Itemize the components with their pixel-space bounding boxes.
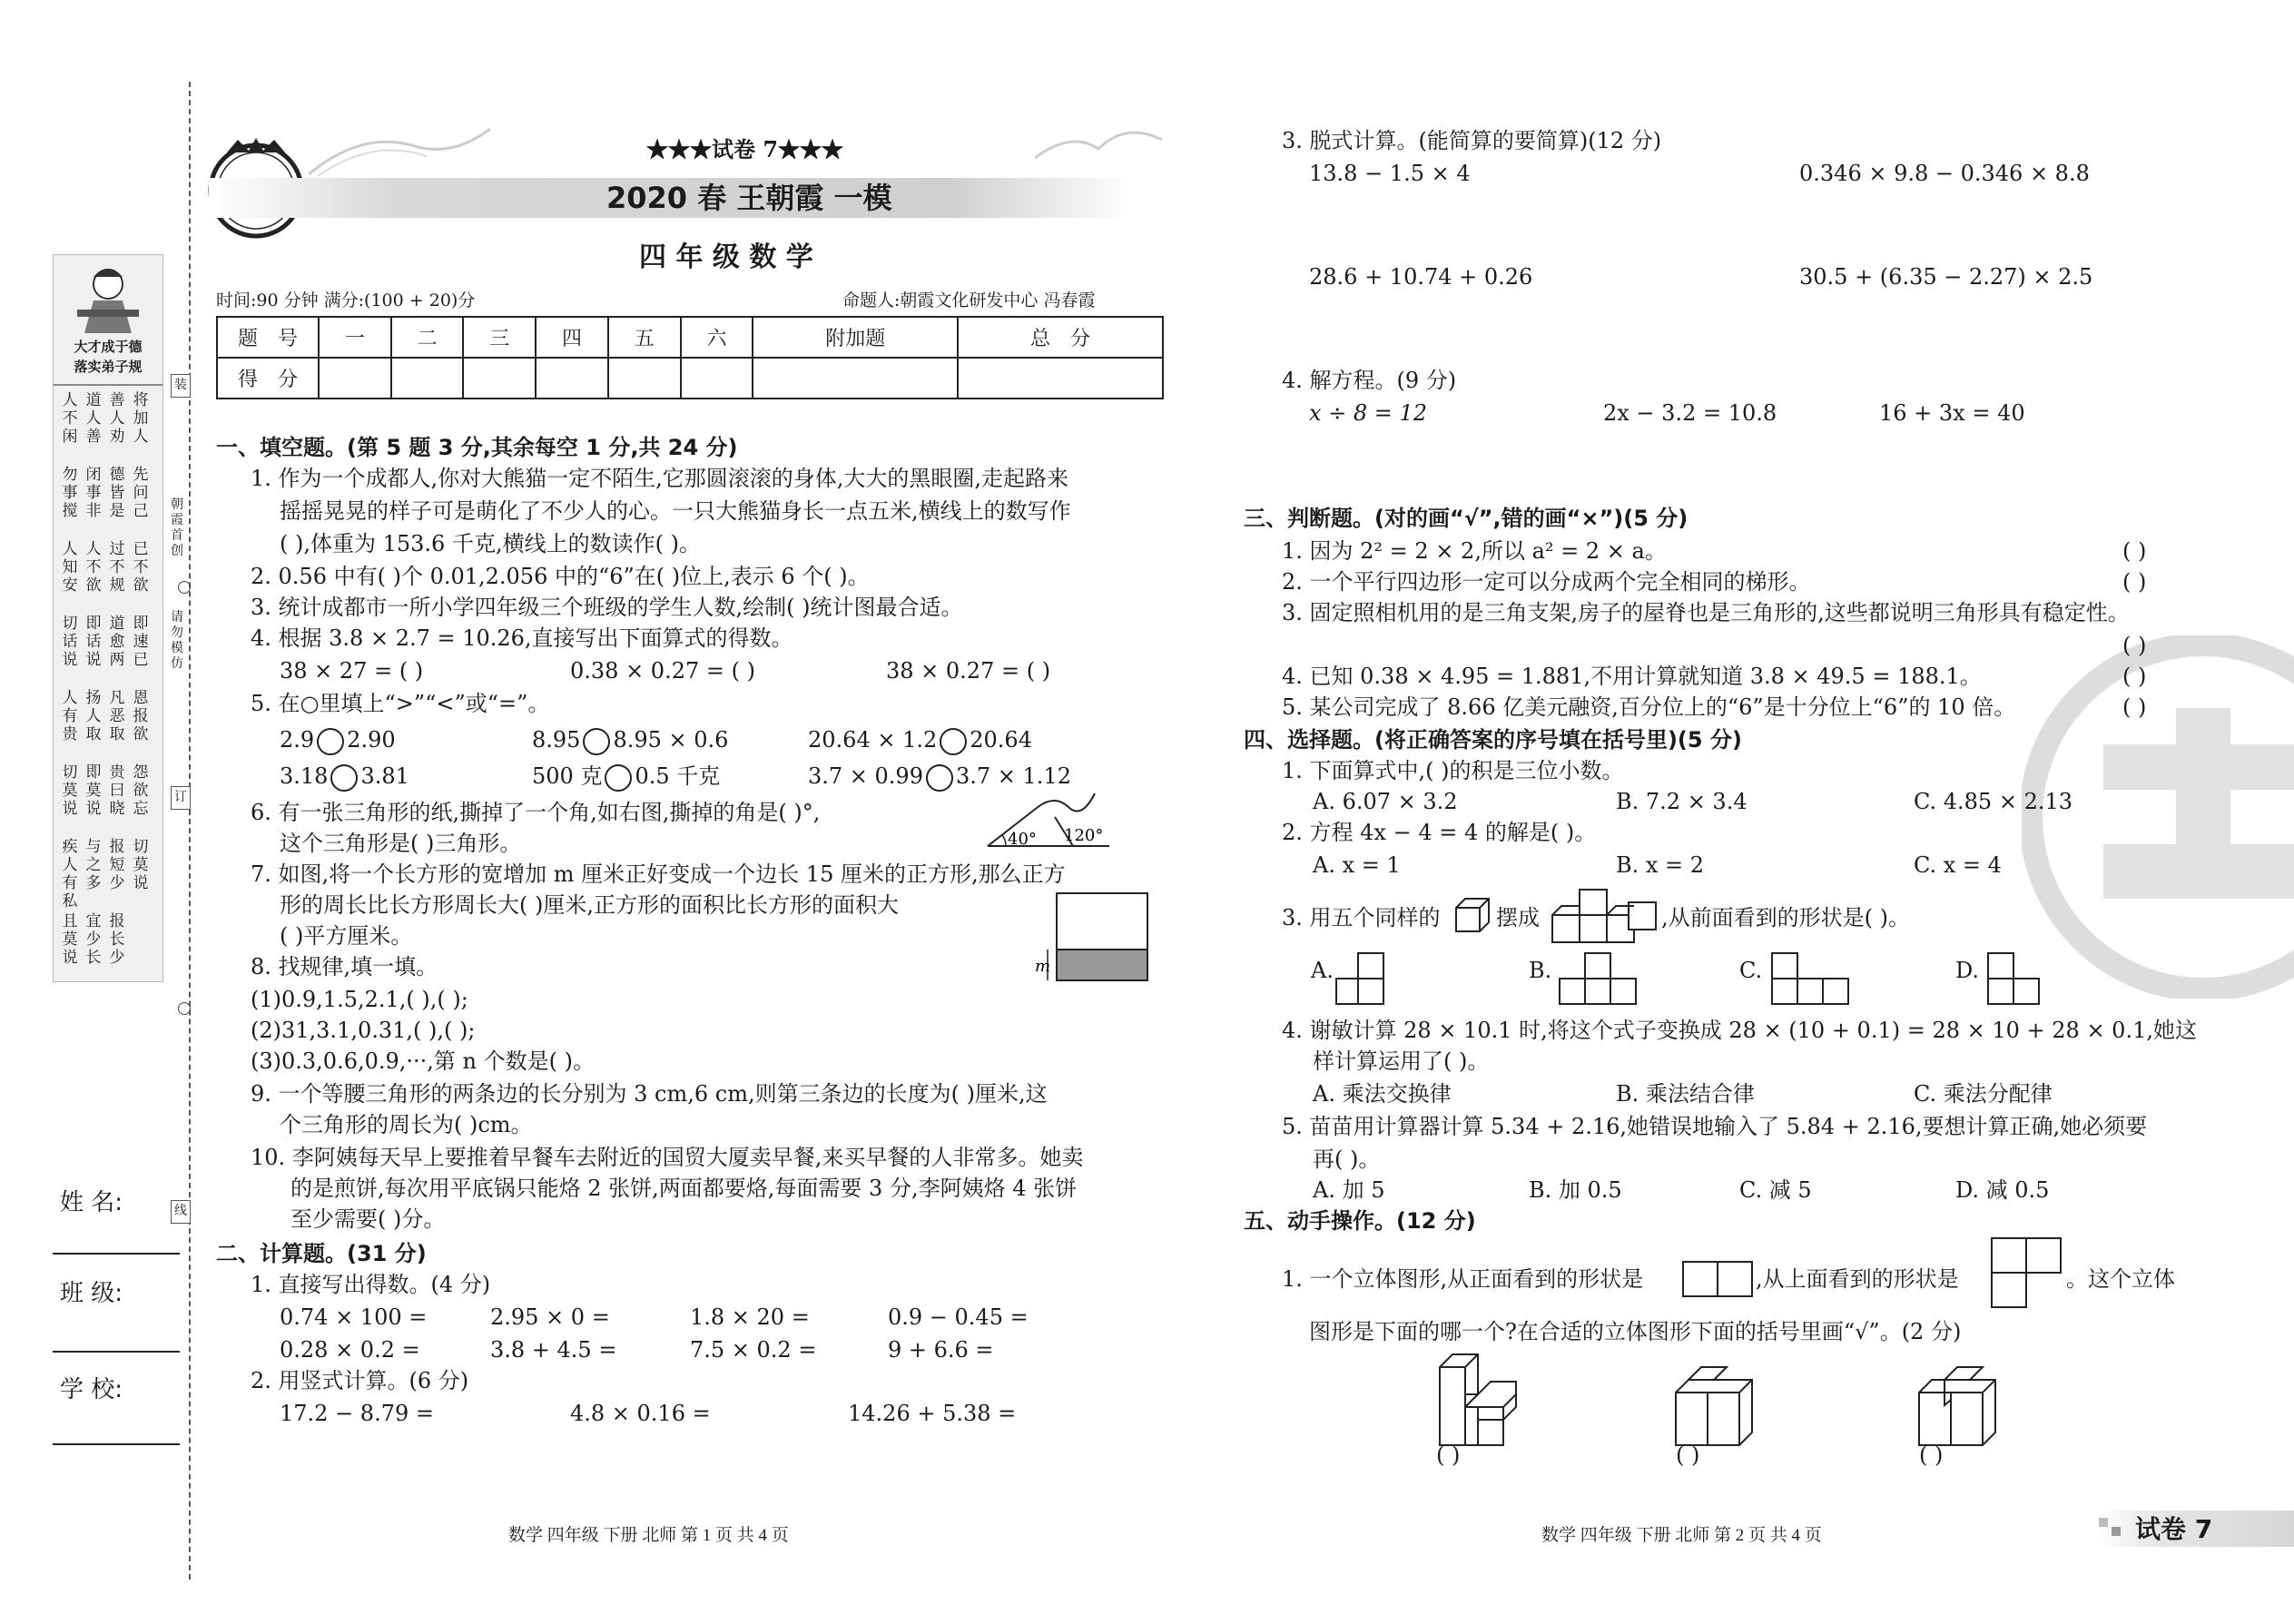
view-option-c	[1770, 951, 1870, 1009]
score-cell[interactable]	[753, 358, 958, 399]
choice-5-line-a: 5. 苗苗用计算器计算 5.34 + 2.16,她错误地输入了 5.84 + 2.16,要想计算正确,她必须要	[1282, 1114, 2148, 1139]
calc-3-item[interactable]: 13.8 − 1.5 × 4	[1309, 161, 1471, 186]
verse-column: 扬人取	[85, 689, 102, 743]
verse-column: 已不欲	[133, 540, 149, 595]
seal-char-1: 装	[171, 374, 191, 398]
score-cell[interactable]	[536, 358, 608, 399]
five-cube-arrangement	[1547, 884, 1665, 948]
solid-figure-3	[1915, 1365, 2006, 1447]
view-option-b	[1558, 951, 1658, 1009]
score-cell[interactable]	[608, 358, 681, 399]
table-cell: 题 号	[217, 317, 319, 358]
verse-column: 与之多	[85, 838, 102, 892]
score-table	[216, 316, 1164, 399]
judge-1-paren[interactable]: ( )	[2122, 538, 2147, 564]
q7-line-c[interactable]: ( )平方厘米。	[280, 923, 413, 949]
right-footer: 数学 四年级 下册 北师 第 2 页 共 4 页	[1541, 1526, 1822, 1545]
verse-column: 且莫说	[62, 912, 78, 967]
hands-on-1-d: 图形是下面的哪一个?在合适的立体图形下面的括号里画“√”。(2 分)	[1309, 1319, 1962, 1344]
subject-title: 四 年 级 数 学	[639, 241, 813, 273]
q5-item-3[interactable]: 20.64 × 1.2 20.64	[808, 726, 1032, 755]
choice-5-option[interactable]: A. 加 5	[1313, 1177, 1385, 1203]
equation-item[interactable]: x ÷ 8 = 12	[1309, 400, 1428, 426]
calc-2-title: 2. 用竖式计算。(6 分)	[251, 1368, 469, 1393]
school-line[interactable]	[53, 1443, 180, 1445]
score-cell[interactable]	[319, 358, 391, 399]
table-cell: 四	[536, 317, 608, 358]
angle-120-label: 120°	[1064, 826, 1104, 845]
calc-1-item[interactable]: 0.9 − 0.45 =	[888, 1304, 1029, 1330]
choice-5-option[interactable]: D. 减 0.5	[1955, 1177, 2050, 1203]
front-view-shape	[1681, 1258, 1757, 1300]
verse-column: 道愈两	[109, 615, 125, 669]
section-4-title: 四、选择题。(将正确答案的序号填在括号里)(5 分)	[1244, 727, 1742, 753]
equation-item[interactable]: 2x − 3.2 = 10.8	[1603, 400, 1777, 426]
q5-item-2[interactable]: 8.95 8.95 × 0.6	[532, 726, 728, 755]
verse-column: 即莫说	[85, 763, 102, 818]
q10-line-c[interactable]: 至少需要( )分。	[290, 1206, 446, 1232]
q8-1[interactable]: (1)0.9,1.5,2.1,( ),( );	[251, 987, 468, 1012]
solid-figure-3-paren[interactable]: ( )	[1919, 1442, 1944, 1468]
q5-item-5[interactable]: 500 克 0.5 千克	[532, 763, 720, 792]
q5-item-4[interactable]: 3.18 3.81	[280, 763, 409, 792]
verse-column: 恩报欲	[133, 689, 149, 743]
table-cell: 二	[391, 317, 464, 358]
judge-2-paren[interactable]: ( )	[2122, 569, 2147, 595]
compare-circle[interactable]	[926, 764, 953, 792]
score-cell[interactable]	[681, 358, 753, 399]
verse-column: 人不欲	[85, 540, 102, 595]
judge-5-paren[interactable]: ( )	[2122, 694, 2147, 720]
table-cell: 附加题	[753, 317, 958, 358]
calc-1-item[interactable]: 2.95 × 0 =	[490, 1304, 610, 1330]
table-cell: 一	[319, 317, 391, 358]
top-view-shape	[1990, 1236, 2066, 1313]
q8: 8. 找规律,填一填。	[251, 954, 438, 979]
left-footer: 数学 四年级 下册 北师 第 1 页 共 4 页	[508, 1526, 789, 1545]
judge-2: 2. 一个平行四边形一定可以分成两个完全相同的梯形。	[1282, 569, 1811, 595]
choice-4-line-a: 4. 谢敏计算 28 × 10.1 时,将这个式子变换成 28 × (10 + 0.1) = 28 × 10 + 28 × 0.1,她这	[1282, 1018, 2197, 1043]
verse-column: 怨欲忘	[133, 763, 149, 818]
q5: 5. 在○里填上“>”“<”或“=”。	[251, 691, 550, 716]
choice-3-c[interactable]: ,从前面看到的形状是( )。	[1661, 905, 1910, 930]
choice-3-option-a[interactable]: A.	[1311, 958, 1334, 983]
verse-column: 人不闲	[62, 391, 78, 446]
choice-4-option[interactable]: B. 乘法结合律	[1616, 1081, 1755, 1107]
angle-40-label: 40°	[1008, 830, 1037, 849]
q9-line-a[interactable]: 9. 一个等腰三角形的两条边的长分别为 3 cm,6 cm,则第三条边的长度为( )厘米,这	[251, 1081, 1048, 1107]
verse-column: 闭事非	[85, 466, 102, 520]
choice-1-option[interactable]: A. 6.07 × 3.2	[1313, 789, 1458, 814]
table-cell: 五	[608, 317, 681, 358]
q5-item-6[interactable]: 3.7 × 0.99 3.7 × 1.12	[808, 763, 1071, 792]
seal-char-2: 订	[171, 786, 191, 810]
verse-column: 贵曰晓	[109, 763, 125, 818]
q10-line-a: 10. 李阿姨每天早上要推着早餐车去附近的国贸大厦卖早餐,来买早餐的人非常多。她卖	[251, 1145, 1084, 1170]
q4-a[interactable]: 38 × 27 = ( )	[280, 658, 424, 684]
compare-circle[interactable]	[330, 764, 358, 792]
compare-circle[interactable]	[583, 728, 610, 755]
choice-3-b: 摆成	[1496, 905, 1540, 930]
q9-line-b[interactable]: 个三角形的周长为( )cm。	[280, 1112, 533, 1137]
choice-5-option[interactable]: C. 减 5	[1739, 1177, 1812, 1203]
calc-1-item[interactable]: 7.5 × 0.2 =	[690, 1337, 817, 1363]
q5-item-1[interactable]: 2.9 2.90	[280, 726, 396, 755]
solid-figure-1	[1436, 1349, 1527, 1449]
rectangle-square-figure	[1035, 890, 1153, 986]
q4: 4. 根据 3.8 × 2.7 = 10.26,直接写出下面算式的得数。	[251, 625, 793, 651]
verse-column: 即话说	[85, 615, 102, 669]
q4-c[interactable]: 38 × 0.27 = ( )	[886, 658, 1051, 684]
q1-line-c[interactable]: ( ),体重为 153.6 千克,横线上的数读作( )。	[280, 531, 701, 556]
calc-2-item[interactable]: 4.8 × 0.16 =	[570, 1401, 711, 1426]
choice-5-option[interactable]: B. 加 0.5	[1529, 1177, 1622, 1203]
hands-on-1-a: 1. 一个立体图形,从正面看到的形状是	[1282, 1266, 1644, 1292]
scholar-illustration	[54, 255, 162, 337]
view-option-a	[1334, 951, 1407, 1009]
q1-line-b: 摇摇晃晃的样子可是萌化了不少人的心。一只大熊猫身长一点五米,横线上的数写作	[280, 498, 1071, 524]
calc-3-item[interactable]: 30.5 + (6.35 − 2.27) × 2.5	[1799, 264, 2093, 290]
calc-1-item[interactable]: 1.8 × 20 =	[690, 1304, 810, 1330]
verse-column: 过不规	[109, 540, 125, 595]
q6-line-a[interactable]: 6. 有一张三角形的纸,撕掉了一个角,如右图,撕掉的角是( )°,	[251, 800, 821, 825]
judge-1: 1. 因为 2² = 2 × 2,所以 a² = 2 × a。	[1282, 538, 1667, 564]
calc-2-item[interactable]: 17.2 − 8.79 =	[280, 1401, 434, 1426]
calc-1-item[interactable]: 3.8 + 4.5 =	[490, 1337, 617, 1363]
q7-line-a: 7. 如图,将一个长方形的宽增加 m 厘米正好变成一个边长 15 厘米的正方形,那么正方	[251, 861, 1066, 887]
main-title: 2020 春 王朝霞 一模	[606, 181, 892, 215]
score-table-score-row	[217, 358, 1163, 399]
judge-3-paren[interactable]: ( )	[2122, 633, 2147, 658]
motto-line-2: 落实弟子规	[74, 359, 143, 375]
vertical-note-1: 朝霞首创	[171, 497, 183, 558]
verse-column: 德皆是	[109, 466, 125, 520]
binding-hole	[178, 581, 191, 594]
corner-dot	[2099, 1518, 2108, 1527]
verse-column: 报长少	[109, 912, 125, 967]
table-cell: 得 分	[217, 358, 319, 399]
q4-b[interactable]: 0.38 × 0.27 = ( )	[570, 658, 755, 684]
section-1-title: 一、填空题。(第 5 题 3 分,其余每空 1 分,共 24 分)	[216, 435, 738, 460]
solid-figure-2-paren[interactable]: ( )	[1676, 1442, 1700, 1468]
score-cell[interactable]	[958, 358, 1163, 399]
q1-line-a: 1. 作为一个成都人,你对大熊猫一定不陌生,它那圆滚滚的身体,大大的黑眼圈,走起路来	[251, 466, 1069, 491]
choice-1[interactable]: 1. 下面算式中,( )的积是三位小数。	[1282, 758, 1624, 783]
choice-2-option[interactable]: B. x = 2	[1616, 852, 1705, 878]
solid-figure-1-paren[interactable]: ( )	[1436, 1442, 1461, 1468]
choice-2-option[interactable]: C. x = 4	[1914, 852, 2002, 878]
ribbon-decoration	[309, 120, 490, 183]
q8-3[interactable]: (3)0.3,0.6,0.9,···,第 n 个数是( )。	[251, 1048, 595, 1074]
choice-3-option-c[interactable]: C.	[1739, 958, 1763, 983]
choice-1-option[interactable]: B. 7.2 × 3.4	[1616, 789, 1748, 814]
verse-column: 先问己	[133, 466, 149, 520]
q8-2[interactable]: (2)31,3.1,0.31,( ),( );	[251, 1018, 476, 1043]
hands-on-1-c: 。这个立体	[2066, 1266, 2175, 1292]
section-3-title: 三、判断题。(对的画“√”,错的画“×”)(5 分)	[1244, 506, 1689, 531]
q6-line-b[interactable]: 这个三角形是( )三角形。	[280, 831, 522, 856]
judge-5: 5. 某公司完成了 8.66 亿美元融资,百分位上的“6”是十分位上“6”的 10 倍。	[1282, 694, 2016, 720]
compare-circle[interactable]	[940, 728, 967, 755]
choice-5-line-b[interactable]: 再( )。	[1313, 1147, 1381, 1172]
calc-3-item[interactable]: 28.6 + 10.74 + 0.26	[1309, 264, 1533, 290]
calc-3-title: 3. 脱式计算。(能简算的要简算)(12 分)	[1282, 128, 1662, 153]
class-label: 班 级:	[60, 1280, 123, 1307]
verse-column: 勿事搅	[62, 466, 78, 520]
verse-column: 报短少	[109, 838, 125, 892]
calc-1-item[interactable]: 0.74 × 100 =	[280, 1304, 428, 1330]
verse-column: 人有贵	[62, 689, 78, 743]
choice-3-option-d[interactable]: D.	[1955, 958, 1980, 983]
verse-grid	[61, 391, 157, 972]
choice-4-option[interactable]: A. 乘法交换律	[1313, 1081, 1452, 1107]
section-2-title: 二、计算题。(31 分)	[216, 1241, 427, 1266]
judge-4: 4. 已知 0.38 × 4.95 = 1.881,不用计算就知道 3.8 × 49.5 = 188.1。	[1282, 664, 1982, 689]
verse-column: 人知安	[62, 540, 78, 595]
choice-3-a: 3. 用五个同样的	[1282, 905, 1441, 930]
torn-triangle-figure	[982, 788, 1118, 851]
judge-3: 3. 固定照相机用的是三角支架,房子的屋脊也是三角形的,这些都说明三角形具有稳定性。	[1282, 600, 2130, 625]
m-label: m	[1035, 957, 1051, 976]
score-table-header-row	[217, 317, 1163, 358]
motto-line-1: 大才成于德	[74, 339, 143, 355]
single-cube-icon	[1454, 897, 1491, 933]
section-5-title: 五、动手操作。(12 分)	[1244, 1208, 1476, 1234]
q3[interactable]: 3. 统计成都市一所小学四年级三个班级的学生人数,绘制( )统计图最合适。	[251, 595, 963, 620]
class-line[interactable]	[53, 1351, 180, 1353]
compare-circle[interactable]	[605, 764, 632, 792]
author-info: 命题人:朝霞文化研发中心 冯春霞	[842, 290, 1096, 310]
binding-dashed-line	[189, 82, 191, 1580]
calc-4-title: 4. 解方程。(9 分)	[1282, 368, 1457, 393]
verse-column: 疾人有私	[62, 838, 78, 910]
choice-1-option[interactable]: C. 4.85 × 2.13	[1914, 789, 2073, 814]
verse-column: 宜少长	[85, 912, 102, 967]
solid-figure-2	[1672, 1365, 1763, 1447]
binding-hole	[178, 1002, 191, 1015]
choice-2[interactable]: 2. 方程 4x − 4 = 4 的解是( )。	[1282, 820, 1597, 845]
q10-line-b: 的是煎饼,每次用平底锅只能烙 2 张饼,两面都要烙,每面需要 3 分,李阿姨烙 4 张饼	[290, 1176, 1078, 1201]
table-cell: 三	[463, 317, 536, 358]
compare-circle[interactable]	[317, 728, 344, 755]
series-label: ★★★试卷 7★★★	[646, 136, 844, 162]
choice-2-option[interactable]: A. x = 1	[1313, 852, 1401, 878]
name-line[interactable]	[53, 1253, 180, 1255]
verse-column: 切莫说	[133, 838, 149, 892]
name-label: 姓 名:	[60, 1189, 123, 1216]
verse-column: 切话说	[62, 615, 78, 669]
table-cell: 总 分	[958, 317, 1163, 358]
seal-char-3: 线	[171, 1200, 191, 1224]
motto-panel	[53, 254, 163, 982]
calc-1-title: 1. 直接写出得数。(4 分)	[251, 1272, 491, 1297]
calc-2-item[interactable]: 14.26 + 5.38 =	[848, 1401, 1017, 1426]
corner-label: 试卷 7	[2135, 1514, 2213, 1544]
view-option-d	[1986, 951, 2059, 1009]
q2[interactable]: 2. 0.56 中有( )个 0.01,2.056 中的“6”在( )位上,表示 6 个( )。	[251, 564, 870, 589]
choice-3-option-b[interactable]: B.	[1529, 958, 1552, 983]
corner-dot	[2112, 1527, 2121, 1536]
confidential-watermark	[2022, 635, 2294, 999]
vertical-note-2: 请勿模仿	[171, 610, 183, 671]
judge-4-paren[interactable]: ( )	[2122, 664, 2147, 689]
time-info: 时间:90 分钟 满分:(100 + 20)分	[216, 290, 476, 310]
calc-1-item[interactable]: 0.28 × 0.2 =	[280, 1337, 420, 1363]
school-label: 学 校:	[60, 1376, 123, 1403]
choice-4-line-b[interactable]: 样计算运用了( )。	[1313, 1048, 1490, 1074]
verse-column: 即速已	[133, 615, 149, 669]
table-cell: 六	[681, 317, 753, 358]
score-cell[interactable]	[391, 358, 464, 399]
choice-4-option[interactable]: C. 乘法分配律	[1914, 1081, 2053, 1107]
equation-item[interactable]: 16 + 3x = 40	[1879, 400, 2025, 426]
calc-1-item[interactable]: 9 + 6.6 =	[888, 1337, 994, 1363]
verse-column: 切莫说	[62, 763, 78, 818]
q7-line-b[interactable]: 形的周长比长方形周长大( )厘米,正方形的面积比长方形的面积大	[280, 892, 899, 918]
score-cell[interactable]	[463, 358, 536, 399]
verse-column: 道人善	[85, 391, 102, 446]
calc-3-item[interactable]: 0.346 × 9.8 − 0.346 × 8.8	[1799, 161, 2090, 186]
hands-on-1-b: ,从上面看到的形状是	[1756, 1266, 1959, 1292]
verse-column: 善人劝	[109, 391, 125, 446]
verse-column: 凡恶取	[109, 689, 125, 743]
verse-column: 将加人	[133, 391, 149, 446]
ribbon-bow	[1035, 122, 1162, 176]
